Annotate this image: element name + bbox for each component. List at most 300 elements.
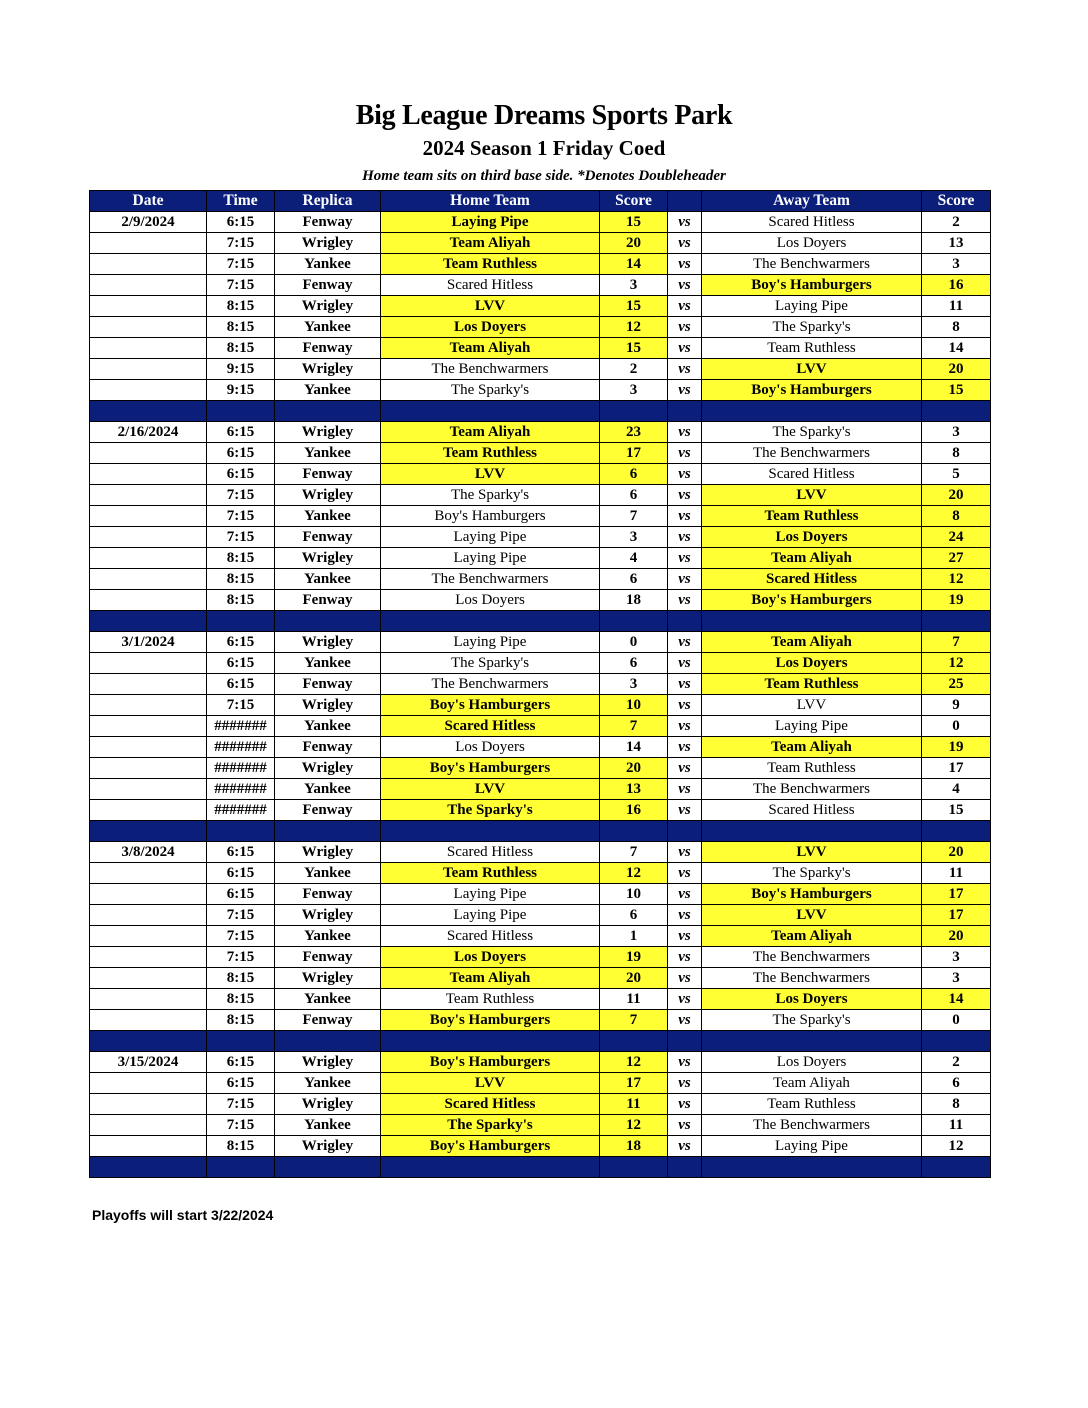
away-team-cell: The Benchwarmers — [702, 947, 922, 968]
home-team-cell: Los Doyers — [381, 737, 600, 758]
separator-cell — [702, 401, 922, 422]
home-team-cell: LVV — [381, 1073, 600, 1094]
field-cell: Wrigley — [275, 1052, 381, 1073]
home-score-cell: 4 — [600, 548, 668, 569]
field-cell: Wrigley — [275, 758, 381, 779]
time-cell: ####### — [207, 716, 275, 737]
home-score-cell: 10 — [600, 884, 668, 905]
table-row — [90, 1052, 991, 1073]
field-cell: Wrigley — [275, 233, 381, 254]
time-cell: 8:15 — [207, 1136, 275, 1157]
vs-cell: vs — [668, 338, 702, 359]
home-team-cell: Team Aliyah — [381, 338, 600, 359]
time-cell: 6:15 — [207, 443, 275, 464]
away-team-cell: The Sparky's — [702, 317, 922, 338]
away-team-cell: Team Ruthless — [702, 758, 922, 779]
separator-cell — [275, 401, 381, 422]
table-row — [90, 380, 991, 401]
vs-cell: vs — [668, 233, 702, 254]
time-cell: ####### — [207, 737, 275, 758]
schedule-table — [89, 190, 991, 1178]
field-cell: Wrigley — [275, 1136, 381, 1157]
time-cell: 6:15 — [207, 884, 275, 905]
away-team-cell: LVV — [702, 842, 922, 863]
home-score-cell: 6 — [600, 569, 668, 590]
vs-cell: vs — [668, 1052, 702, 1073]
table-row — [90, 947, 991, 968]
vs-cell: vs — [668, 716, 702, 737]
away-team-cell: Boy's Hamburgers — [702, 590, 922, 611]
table-row — [90, 1115, 991, 1136]
table-row — [90, 338, 991, 359]
table-row — [90, 716, 991, 737]
home-team-cell: Los Doyers — [381, 317, 600, 338]
separator-cell — [600, 1031, 668, 1052]
home-score-cell: 18 — [600, 1136, 668, 1157]
away-team-cell: Laying Pipe — [702, 1136, 922, 1157]
time-cell: 6:15 — [207, 1073, 275, 1094]
date-cell — [90, 233, 207, 254]
away-team-cell: The Benchwarmers — [702, 779, 922, 800]
vs-cell: vs — [668, 317, 702, 338]
field-cell: Wrigley — [275, 422, 381, 443]
home-score-cell: 3 — [600, 674, 668, 695]
date-cell: 3/8/2024 — [90, 842, 207, 863]
away-team-cell: Scared Hitless — [702, 464, 922, 485]
vs-cell: vs — [668, 569, 702, 590]
separator-cell — [600, 1157, 668, 1178]
separator-cell — [381, 611, 600, 632]
home-score-cell: 14 — [600, 254, 668, 275]
separator-cell — [275, 611, 381, 632]
field-cell: Fenway — [275, 212, 381, 233]
separator-cell — [90, 401, 207, 422]
table-row — [90, 968, 991, 989]
away-team-cell: Los Doyers — [702, 233, 922, 254]
separator-cell — [381, 821, 600, 842]
home-score-cell: 2 — [600, 359, 668, 380]
home-team-cell: LVV — [381, 296, 600, 317]
week-separator-row — [90, 401, 991, 422]
away-team-cell: Scared Hitless — [702, 569, 922, 590]
date-cell — [90, 1073, 207, 1094]
date-cell — [90, 548, 207, 569]
date-cell: 2/16/2024 — [90, 422, 207, 443]
home-team-cell: Boy's Hamburgers — [381, 1052, 600, 1073]
away-team-cell: Team Ruthless — [702, 674, 922, 695]
date-cell — [90, 338, 207, 359]
vs-cell: vs — [668, 632, 702, 653]
home-score-cell: 6 — [600, 464, 668, 485]
away-team-cell: Los Doyers — [702, 653, 922, 674]
vs-cell: vs — [668, 800, 702, 821]
field-cell: Yankee — [275, 569, 381, 590]
away-score-cell: 2 — [922, 1052, 991, 1073]
away-score-cell: 14 — [922, 338, 991, 359]
away-team-cell: The Sparky's — [702, 422, 922, 443]
time-cell: 7:15 — [207, 947, 275, 968]
separator-cell — [90, 1031, 207, 1052]
time-cell: 7:15 — [207, 905, 275, 926]
away-team-cell: LVV — [702, 905, 922, 926]
table-row — [90, 926, 991, 947]
away-score-cell: 19 — [922, 590, 991, 611]
home-score-cell: 3 — [600, 380, 668, 401]
away-team-cell: Team Aliyah — [702, 737, 922, 758]
home-score-cell: 13 — [600, 779, 668, 800]
separator-cell — [207, 401, 275, 422]
away-team-cell: LVV — [702, 695, 922, 716]
home-score-cell: 15 — [600, 212, 668, 233]
table-row — [90, 737, 991, 758]
away-score-cell: 0 — [922, 1010, 991, 1031]
away-score-cell: 11 — [922, 296, 991, 317]
date-cell — [90, 989, 207, 1010]
away-team-cell: The Benchwarmers — [702, 443, 922, 464]
home-team-cell: Laying Pipe — [381, 905, 600, 926]
time-cell: 6:15 — [207, 212, 275, 233]
separator-cell — [922, 821, 991, 842]
date-cell — [90, 569, 207, 590]
separator-cell — [922, 401, 991, 422]
away-score-cell: 6 — [922, 1073, 991, 1094]
field-cell: Wrigley — [275, 359, 381, 380]
table-row — [90, 1073, 991, 1094]
separator-cell — [275, 1031, 381, 1052]
table-row — [90, 233, 991, 254]
date-cell — [90, 1094, 207, 1115]
away-score-cell: 11 — [922, 1115, 991, 1136]
away-score-cell: 7 — [922, 632, 991, 653]
table-header-row — [90, 191, 991, 212]
away-score-cell: 25 — [922, 674, 991, 695]
home-team-cell: Laying Pipe — [381, 632, 600, 653]
time-cell: 7:15 — [207, 275, 275, 296]
away-team-cell: The Sparky's — [702, 863, 922, 884]
away-team-cell: Los Doyers — [702, 527, 922, 548]
field-cell: Yankee — [275, 1115, 381, 1136]
away-score-cell: 8 — [922, 317, 991, 338]
away-score-cell: 0 — [922, 716, 991, 737]
home-team-cell: Team Aliyah — [381, 968, 600, 989]
table-row — [90, 422, 991, 443]
away-score-cell: 4 — [922, 779, 991, 800]
date-cell — [90, 485, 207, 506]
home-score-cell: 12 — [600, 1115, 668, 1136]
table-row — [90, 800, 991, 821]
vs-cell: vs — [668, 905, 702, 926]
away-score-cell: 13 — [922, 233, 991, 254]
table-row — [90, 905, 991, 926]
home-team-cell: Laying Pipe — [381, 548, 600, 569]
home-team-cell: The Sparky's — [381, 380, 600, 401]
date-cell — [90, 863, 207, 884]
separator-cell — [702, 1031, 922, 1052]
vs-cell: vs — [668, 590, 702, 611]
time-cell: 8:15 — [207, 569, 275, 590]
vs-cell: vs — [668, 653, 702, 674]
table-row — [90, 254, 991, 275]
time-cell: 8:15 — [207, 1010, 275, 1031]
field-cell: Wrigley — [275, 968, 381, 989]
vs-cell: vs — [668, 527, 702, 548]
table-row — [90, 758, 991, 779]
field-cell: Wrigley — [275, 1094, 381, 1115]
away-team-cell: Team Aliyah — [702, 548, 922, 569]
separator-cell — [668, 1157, 702, 1178]
table-row — [90, 464, 991, 485]
away-score-cell: 11 — [922, 863, 991, 884]
separator-cell — [90, 821, 207, 842]
away-team-cell: The Benchwarmers — [702, 1115, 922, 1136]
table-row — [90, 296, 991, 317]
date-cell — [90, 716, 207, 737]
week-separator-row — [90, 821, 991, 842]
time-cell: 7:15 — [207, 254, 275, 275]
home-score-cell: 18 — [600, 590, 668, 611]
separator-cell — [600, 821, 668, 842]
playoffs-note: Playoffs will start 3/22/2024 — [92, 1207, 274, 1223]
away-score-cell: 15 — [922, 800, 991, 821]
table-row — [90, 1094, 991, 1115]
away-team-cell: Laying Pipe — [702, 716, 922, 737]
week-separator-row — [90, 611, 991, 632]
home-score-cell: 19 — [600, 947, 668, 968]
field-cell: Wrigley — [275, 548, 381, 569]
table-row — [90, 632, 991, 653]
field-cell: Fenway — [275, 674, 381, 695]
time-cell: ####### — [207, 800, 275, 821]
away-team-cell: Team Ruthless — [702, 338, 922, 359]
field-cell: Yankee — [275, 863, 381, 884]
home-score-cell: 12 — [600, 1052, 668, 1073]
week-separator-row — [90, 1031, 991, 1052]
separator-cell — [922, 1157, 991, 1178]
separator-cell — [702, 1157, 922, 1178]
date-cell — [90, 1010, 207, 1031]
field-cell: Fenway — [275, 338, 381, 359]
field-cell: Fenway — [275, 527, 381, 548]
date-cell — [90, 254, 207, 275]
away-score-cell: 24 — [922, 527, 991, 548]
date-cell: 3/15/2024 — [90, 1052, 207, 1073]
separator-cell — [275, 1157, 381, 1178]
date-cell — [90, 695, 207, 716]
page-subtitle: 2024 Season 1 Friday Coed — [422, 136, 666, 160]
home-score-cell: 11 — [600, 989, 668, 1010]
home-team-cell: Scared Hitless — [381, 842, 600, 863]
home-team-cell: Los Doyers — [381, 947, 600, 968]
field-cell: Fenway — [275, 737, 381, 758]
home-team-cell: The Benchwarmers — [381, 569, 600, 590]
vs-cell: vs — [668, 296, 702, 317]
home-team-cell: Team Aliyah — [381, 422, 600, 443]
time-cell: 8:15 — [207, 548, 275, 569]
home-score-cell: 17 — [600, 443, 668, 464]
time-cell: 6:15 — [207, 842, 275, 863]
away-team-cell: Los Doyers — [702, 1052, 922, 1073]
away-score-cell: 9 — [922, 695, 991, 716]
home-team-cell: The Benchwarmers — [381, 359, 600, 380]
away-score-cell: 2 — [922, 212, 991, 233]
field-cell: Wrigley — [275, 485, 381, 506]
vs-cell: vs — [668, 1115, 702, 1136]
vs-cell: vs — [668, 926, 702, 947]
home-score-cell: 6 — [600, 485, 668, 506]
field-cell: Yankee — [275, 317, 381, 338]
away-team-cell: Boy's Hamburgers — [702, 275, 922, 296]
table-row — [90, 212, 991, 233]
field-cell: Yankee — [275, 989, 381, 1010]
home-team-cell: The Sparky's — [381, 1115, 600, 1136]
away-score-cell: 3 — [922, 968, 991, 989]
home-team-cell: Team Ruthless — [381, 863, 600, 884]
time-cell: 8:15 — [207, 968, 275, 989]
away-score-cell: 15 — [922, 380, 991, 401]
vs-cell: vs — [668, 548, 702, 569]
separator-cell — [922, 1031, 991, 1052]
field-cell: Yankee — [275, 443, 381, 464]
separator-cell — [381, 1031, 600, 1052]
home-team-cell: Team Aliyah — [381, 233, 600, 254]
away-score-cell: 12 — [922, 653, 991, 674]
home-score-cell: 17 — [600, 1073, 668, 1094]
field-cell: Fenway — [275, 884, 381, 905]
date-cell — [90, 506, 207, 527]
date-cell — [90, 779, 207, 800]
field-cell: Yankee — [275, 506, 381, 527]
table-row — [90, 359, 991, 380]
away-team-cell: LVV — [702, 359, 922, 380]
date-cell — [90, 275, 207, 296]
home-score-cell: 3 — [600, 275, 668, 296]
away-score-cell: 14 — [922, 989, 991, 1010]
away-score-cell: 20 — [922, 359, 991, 380]
away-team-cell: The Benchwarmers — [702, 968, 922, 989]
date-cell — [90, 443, 207, 464]
time-cell: 6:15 — [207, 1052, 275, 1073]
away-team-cell: Boy's Hamburgers — [702, 380, 922, 401]
field-cell: Wrigley — [275, 695, 381, 716]
home-team-cell: Boy's Hamburgers — [381, 506, 600, 527]
date-cell — [90, 380, 207, 401]
home-score-cell: 20 — [600, 968, 668, 989]
table-row — [90, 779, 991, 800]
away-team-cell: Scared Hitless — [702, 212, 922, 233]
field-cell: Wrigley — [275, 296, 381, 317]
home-team-cell: Boy's Hamburgers — [381, 695, 600, 716]
vs-cell: vs — [668, 779, 702, 800]
date-cell — [90, 527, 207, 548]
home-team-cell: Scared Hitless — [381, 1094, 600, 1115]
table-row — [90, 443, 991, 464]
home-score-cell: 12 — [600, 317, 668, 338]
away-team-cell: Team Aliyah — [702, 926, 922, 947]
vs-cell: vs — [668, 485, 702, 506]
away-score-cell: 12 — [922, 1136, 991, 1157]
time-cell: ####### — [207, 779, 275, 800]
time-cell: 6:15 — [207, 674, 275, 695]
date-cell — [90, 758, 207, 779]
home-team-cell: Boy's Hamburgers — [381, 1136, 600, 1157]
away-team-cell: Team Aliyah — [702, 632, 922, 653]
home-score-cell: 7 — [600, 1010, 668, 1031]
field-cell: Yankee — [275, 380, 381, 401]
vs-cell: vs — [668, 1136, 702, 1157]
home-team-cell: Laying Pipe — [381, 884, 600, 905]
time-cell: 6:15 — [207, 422, 275, 443]
table-row — [90, 1136, 991, 1157]
separator-cell — [381, 401, 600, 422]
time-cell: ####### — [207, 758, 275, 779]
vs-cell: vs — [668, 443, 702, 464]
vs-cell: vs — [668, 212, 702, 233]
vs-cell: vs — [668, 968, 702, 989]
home-score-cell: 12 — [600, 863, 668, 884]
home-team-cell: Boy's Hamburgers — [381, 1010, 600, 1031]
time-cell: 8:15 — [207, 317, 275, 338]
away-score-cell: 17 — [922, 758, 991, 779]
away-score-cell: 16 — [922, 275, 991, 296]
home-team-cell: Team Ruthless — [381, 443, 600, 464]
separator-cell — [207, 1157, 275, 1178]
time-cell: 7:15 — [207, 1115, 275, 1136]
home-team-cell: Los Doyers — [381, 590, 600, 611]
date-cell — [90, 359, 207, 380]
field-cell: Fenway — [275, 275, 381, 296]
field-cell: Wrigley — [275, 905, 381, 926]
date-cell — [90, 674, 207, 695]
home-team-cell: Team Ruthless — [381, 254, 600, 275]
table-row — [90, 590, 991, 611]
separator-cell — [922, 611, 991, 632]
away-score-cell: 3 — [922, 254, 991, 275]
time-cell: 6:15 — [207, 632, 275, 653]
away-score-cell: 8 — [922, 1094, 991, 1115]
away-score-cell: 17 — [922, 905, 991, 926]
vs-cell: vs — [668, 884, 702, 905]
home-score-cell: 7 — [600, 506, 668, 527]
separator-cell — [600, 401, 668, 422]
vs-cell: vs — [668, 380, 702, 401]
away-team-cell: Laying Pipe — [702, 296, 922, 317]
home-score-cell: 23 — [600, 422, 668, 443]
date-cell — [90, 1136, 207, 1157]
time-cell: 7:15 — [207, 1094, 275, 1115]
separator-cell — [207, 821, 275, 842]
home-score-cell: 1 — [600, 926, 668, 947]
vs-cell: vs — [668, 506, 702, 527]
away-team-cell: Los Doyers — [702, 989, 922, 1010]
header-home-score: Score — [600, 191, 668, 212]
vs-cell: vs — [668, 758, 702, 779]
away-team-cell: Boy's Hamburgers — [702, 884, 922, 905]
schedule-body — [90, 212, 991, 1178]
separator-cell — [702, 611, 922, 632]
time-cell: 6:15 — [207, 464, 275, 485]
table-row — [90, 653, 991, 674]
away-score-cell: 17 — [922, 884, 991, 905]
separator-cell — [668, 1031, 702, 1052]
date-cell — [90, 590, 207, 611]
table-row — [90, 485, 991, 506]
vs-cell: vs — [668, 464, 702, 485]
home-score-cell: 14 — [600, 737, 668, 758]
vs-cell: vs — [668, 1094, 702, 1115]
time-cell: 7:15 — [207, 695, 275, 716]
home-team-cell: The Sparky's — [381, 800, 600, 821]
time-cell: 7:15 — [207, 485, 275, 506]
